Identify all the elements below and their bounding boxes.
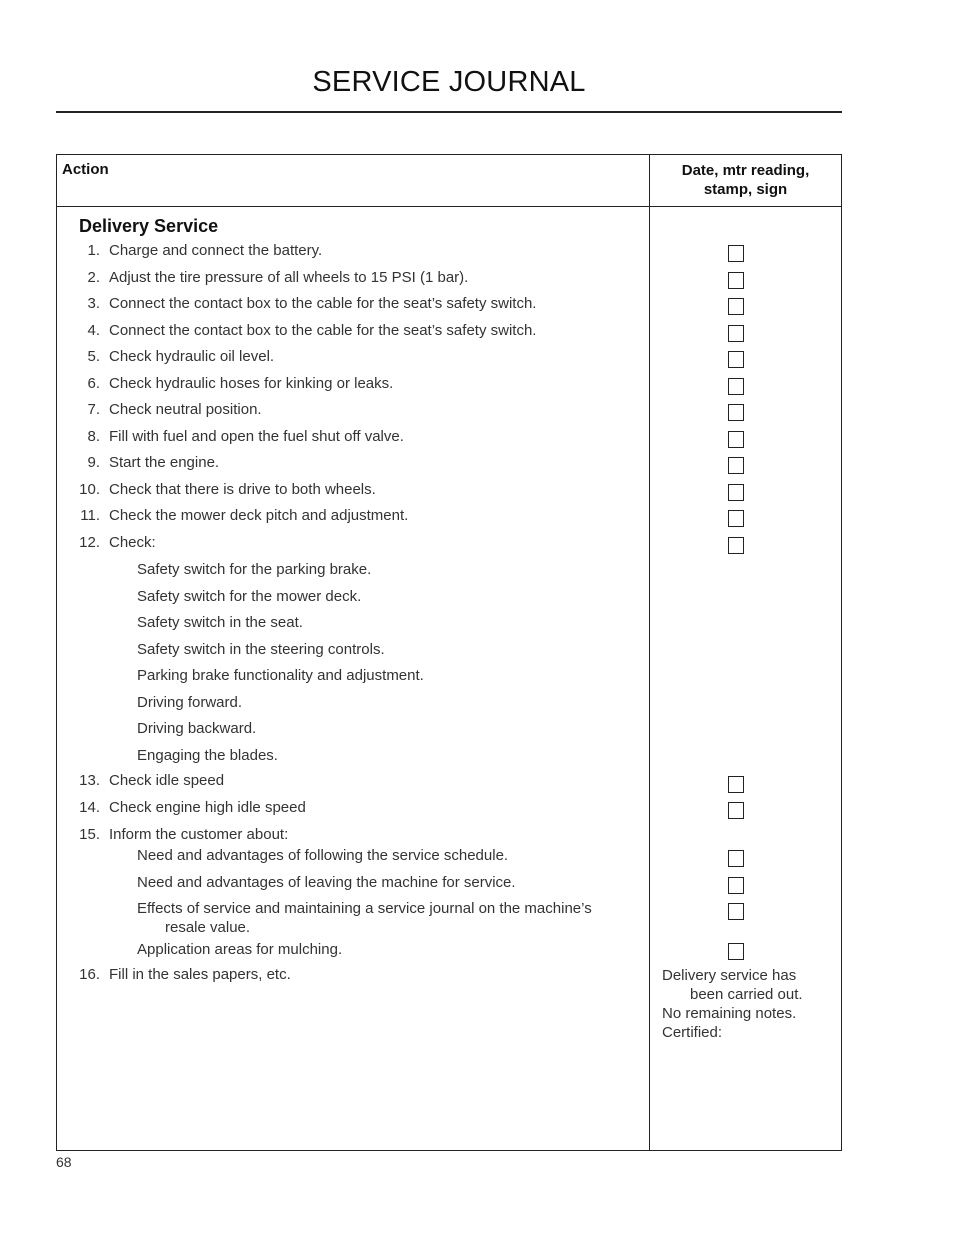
item-number: 14. [79, 799, 100, 816]
item-number: 9. [87, 454, 100, 471]
checkbox[interactable] [728, 850, 744, 867]
check-subitem: Safety switch for the parking brake. [137, 561, 372, 578]
item-text: Check engine high idle speed [109, 799, 306, 816]
item-number: 10. [79, 481, 100, 498]
check-subitem: Safety switch for the mower deck. [137, 588, 362, 605]
item-number: 8. [87, 428, 100, 445]
note-line: Delivery service has [662, 967, 797, 984]
note-line: Certified: [662, 1024, 723, 1041]
page-number: 68 [56, 1154, 72, 1170]
section-title: Delivery Service [79, 216, 219, 236]
check-subitem: Safety switch in the steering controls. [137, 641, 385, 658]
certification-note [662, 966, 803, 1042]
item-number: 7. [87, 401, 100, 418]
item-text: Check that there is drive to both wheels. [109, 481, 376, 498]
item-text: Fill with fuel and open the fuel shut off valve. [109, 428, 404, 445]
checkbox[interactable] [728, 903, 744, 920]
item-number: 16. [79, 966, 100, 983]
check-subitem: Driving backward. [137, 720, 257, 737]
item-text: Charge and connect the battery. [109, 242, 323, 259]
checkbox[interactable] [728, 510, 744, 527]
inform-subitem-line: Effects of service and maintaining a service journal on the machine’s [137, 900, 592, 917]
inform-subitem: Need and advantages of following the service schedule. [137, 847, 509, 864]
date-header-line-1: Date, mtr reading, [681, 162, 810, 179]
item-number: 13. [79, 772, 100, 789]
check-subitem: Driving forward. [137, 694, 243, 711]
page-title: SERVICE JOURNAL [312, 66, 586, 98]
item-text: Check the mower deck pitch and adjustment. [109, 507, 409, 524]
note-line: No remaining notes. [662, 1005, 797, 1022]
checkbox[interactable] [728, 457, 744, 474]
date-column-header [650, 161, 841, 199]
item-text: Check: [109, 534, 156, 551]
date-header-line-2: stamp, sign [703, 181, 788, 198]
check-subitem: Parking brake functionality and adjustment. [137, 667, 424, 684]
checkbox[interactable] [728, 272, 744, 289]
title-rule [56, 111, 842, 113]
checkbox[interactable] [728, 351, 744, 368]
checkbox[interactable] [728, 943, 744, 960]
checkbox[interactable] [728, 877, 744, 894]
item-text: Check hydraulic hoses for kinking or leaks. [109, 375, 394, 392]
item-number: 5. [87, 348, 100, 365]
item-text: Check neutral position. [109, 401, 262, 418]
item-number: 15. [79, 826, 100, 843]
item-text: Check idle speed [109, 772, 225, 789]
checkbox[interactable] [728, 537, 744, 554]
item-text: Start the engine. [109, 454, 220, 471]
item-number: 3. [87, 295, 100, 312]
action-column-header: Action [62, 161, 109, 178]
inform-subitem-continuation: resale value. [165, 919, 251, 936]
checkbox[interactable] [728, 404, 744, 421]
checkbox[interactable] [728, 325, 744, 342]
item-number: 11. [80, 507, 100, 524]
header-divider [57, 206, 841, 207]
checkbox[interactable] [728, 484, 744, 501]
item-text: Check hydraulic oil level. [109, 348, 275, 365]
item-text: Inform the customer about: [109, 826, 289, 843]
check-subitem: Engaging the blades. [137, 747, 278, 764]
item-number: 6. [87, 375, 100, 392]
item-text: Adjust the tire pressure of all wheels to 15 PSI (1 bar). [109, 269, 469, 286]
item-number: 1. [87, 242, 100, 259]
checkbox[interactable] [728, 431, 744, 448]
item-number: 4. [87, 322, 100, 339]
item-number: 12. [79, 534, 100, 551]
check-subitem: Safety switch in the seat. [137, 614, 303, 631]
inform-subitem: Application areas for mulching. [137, 941, 343, 958]
checkbox[interactable] [728, 298, 744, 315]
checkbox[interactable] [728, 245, 744, 262]
checkbox[interactable] [728, 802, 744, 819]
inform-subitem: Need and advantages of leaving the machine for service. [137, 874, 516, 891]
item-text: Connect the contact box to the cable for the seat’s safety switch. [109, 295, 537, 312]
item-text: Connect the contact box to the cable for the seat’s safety switch. [109, 322, 537, 339]
checkbox[interactable] [728, 378, 744, 395]
item-text: Fill in the sales papers, etc. [109, 966, 291, 983]
item-number: 2. [87, 269, 100, 286]
column-divider [649, 155, 650, 1150]
inform-subitem [137, 899, 592, 937]
note-line: been carried out. [690, 986, 803, 1003]
checkbox[interactable] [728, 776, 744, 793]
